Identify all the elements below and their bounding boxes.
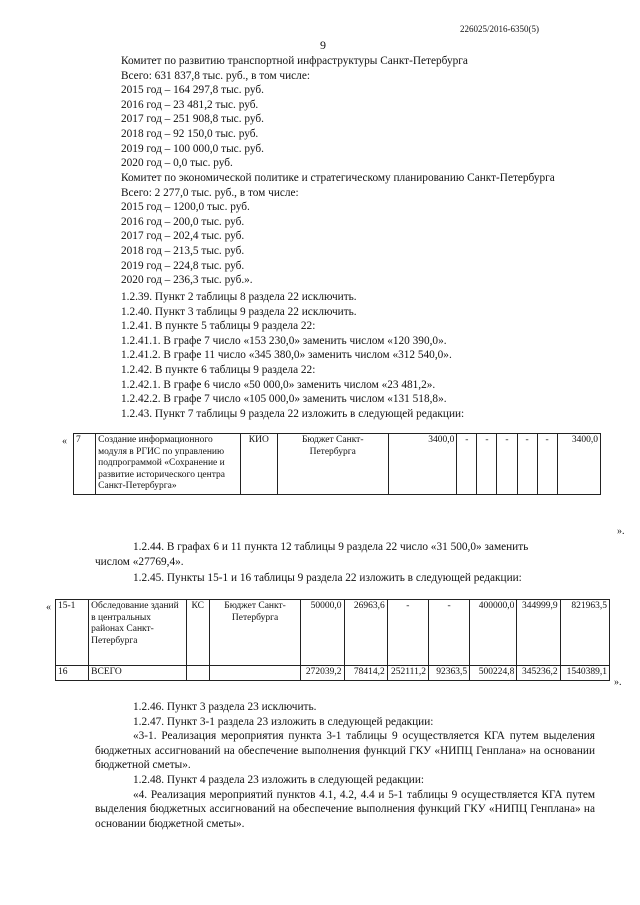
cell-num: 15-1: [56, 600, 89, 666]
cell-value: 400000,0: [470, 600, 517, 666]
cell-value: -: [477, 434, 497, 495]
cell-name: Обследование зданий в центральных районах Санкт-Петербурга: [89, 600, 187, 666]
amendment-line: 1.2.40. Пункт 3 таблицы 9 раздела 22 исключить.: [121, 305, 357, 318]
amendment-line: 1.2.41.2. В графе 11 число «345 380,0» заменить числом «312 540,0».: [121, 349, 452, 362]
cell-source: Бюджет Санкт-Петербурга: [209, 600, 300, 666]
cell-source: [209, 666, 300, 681]
cell-name: Создание информационного модуля в РГИС по управлению подпрограммой «Сохранение и развитие исторического центра Санкт-Петербурга»: [96, 434, 241, 495]
table2-close-quote: ».: [614, 677, 622, 688]
document-id: 226025/2016-6350(5): [460, 24, 539, 34]
cell-num: 7: [74, 434, 96, 495]
paragraph-1247: 1.2.47. Пункт 3-1 раздела 23 изложить в следующей редакции:: [133, 715, 434, 728]
amendment-line: 1.2.42.1. В графе 6 число «50 000,0» заменить числом «23 481,2».: [121, 378, 436, 391]
text-line: 2015 год – 164 297,8 тыс. руб.: [121, 84, 264, 97]
amendment-line: 1.2.43. Пункт 7 таблицы 9 раздела 22 изложить в следующей редакции:: [121, 407, 465, 420]
amendment-line: 1.2.42.2. В графе 7 число «105 000,0» заменить числом «131 518,8».: [121, 393, 447, 406]
funding-block-economy: [121, 171, 555, 288]
cell-value: 345236,2: [517, 666, 560, 681]
text-line: 1.2.44. В графах 6 и 11 пункта 12 таблицы 9 раздела 22 число «31 500,0» заменить: [133, 541, 529, 553]
quote-3-1: «3-1. Реализация мероприятия пункта 3-1 таблицы 9 осуществляется КГА путем выделения бюджетных ассигнований на обеспечение выполнения функций ГКУ «НИПЦ Генплана» на основании бюджетной сметы».: [95, 730, 595, 772]
table-row: [56, 666, 610, 681]
amendment-line: 1.2.39. Пункт 2 таблицы 8 раздела 22 исключить.: [121, 291, 357, 303]
table2-open-quote: «: [46, 602, 51, 613]
table-row: [56, 600, 610, 666]
quote-4: «4. Реализация мероприятий пунктов 4.1, 4.2, 4.4 и 5-1 таблицы 9 осуществляется КГА путем выделения бюджетных ассигнований на обеспечение выполнения функций ГКУ «НИПЦ Генплана» на основании бюджетной сметы».: [95, 788, 595, 830]
paragraph-1248: 1.2.48. Пункт 4 раздела 23 изложить в следующей редакции:: [133, 773, 425, 786]
cell-source: Бюджет Санкт-Петербурга: [277, 434, 388, 495]
amendment-line: 1.2.42. В пункте 6 таблицы 9 раздела 22:: [121, 363, 316, 376]
cell-name: ВСЕГО: [89, 666, 187, 681]
cell-value: 78414,2: [344, 666, 387, 681]
cell-value: 252111,2: [387, 666, 428, 681]
text-line: 2020 год – 236,3 тыс. руб.».: [121, 274, 253, 287]
text-line: 2015 год – 1200,0 тыс. руб.: [121, 201, 250, 214]
funding-block-transport: [121, 54, 468, 171]
text-line: 2017 год – 251 908,8 тыс. руб.: [121, 113, 264, 126]
paragraph-1244: [95, 540, 580, 569]
text-line: 2020 год – 0,0 тыс. руб.: [121, 157, 233, 170]
cell-exec: КИО: [240, 434, 277, 495]
cell-num: 16: [56, 666, 89, 681]
amendment-list: [121, 290, 464, 421]
cell-value: 3400,0: [388, 434, 457, 495]
text-line: 2018 год – 213,5 тыс. руб.: [121, 244, 245, 257]
cell-value: -: [537, 434, 557, 495]
cell-exec: КС: [186, 600, 209, 666]
text-line: 2019 год – 224,8 тыс. руб.: [121, 259, 245, 272]
table-items-15-16: [55, 599, 610, 681]
table1-open-quote: «: [62, 436, 67, 447]
cell-value: 500224,8: [470, 666, 517, 681]
table-item-7: [73, 433, 601, 495]
text-line: числом «27769,4».: [95, 555, 184, 568]
page-number: 9: [320, 38, 326, 52]
text-line: 2018 год – 92 150,0 тыс. руб.: [121, 127, 259, 140]
text-line: 2017 год – 202,4 тыс. руб.: [121, 230, 245, 243]
paragraph-1246: 1.2.46. Пункт 3 раздела 23 исключить.: [133, 701, 317, 713]
text-line: Всего: 631 837,8 тыс. руб., в том числе:: [121, 69, 310, 82]
cell-total: 1540389,1: [560, 666, 609, 681]
section-23-amendments: [95, 700, 595, 831]
text-line: Всего: 2 277,0 тыс. руб., в том числе:: [121, 186, 299, 199]
cell-value: 344999,9: [517, 600, 560, 666]
cell-total: 3400,0: [557, 434, 600, 495]
cell-value: 272039,2: [301, 666, 344, 681]
amendment-line: 1.2.41. В пункте 5 таблицы 9 раздела 22:: [121, 320, 316, 333]
cell-value: 92363,5: [428, 666, 469, 681]
cell-value: -: [517, 434, 537, 495]
text-line: 2016 год – 200,0 тыс. руб.: [121, 215, 245, 228]
paragraph-1245: 1.2.45. Пункты 15-1 и 16 таблицы 9 раздела 22 изложить в следующей редакции:: [133, 572, 522, 584]
cell-total: 821963,5: [560, 600, 609, 666]
text-line: 2019 год – 100 000,0 тыс. руб.: [121, 142, 264, 155]
text-line: 2016 год – 23 481,2 тыс. руб.: [121, 98, 259, 111]
cell-value: -: [387, 600, 428, 666]
cell-value: -: [428, 600, 469, 666]
amendment-line: 1.2.41.1. В графе 7 число «153 230,0» заменить числом «120 390,0».: [121, 334, 447, 347]
text-line: Комитет по экономической политике и стратегическому планированию Санкт-Петербурга: [121, 172, 555, 184]
cell-value: -: [457, 434, 477, 495]
text-line: Комитет по развитию транспортной инфраструктуры Санкт-Петербурга: [121, 55, 468, 67]
table1-close-quote: ».: [617, 526, 625, 537]
cell-value: -: [497, 434, 517, 495]
cell-exec: [186, 666, 209, 681]
cell-value: 50000,0: [301, 600, 344, 666]
table-row: [74, 434, 601, 495]
cell-value: 26963,6: [344, 600, 387, 666]
